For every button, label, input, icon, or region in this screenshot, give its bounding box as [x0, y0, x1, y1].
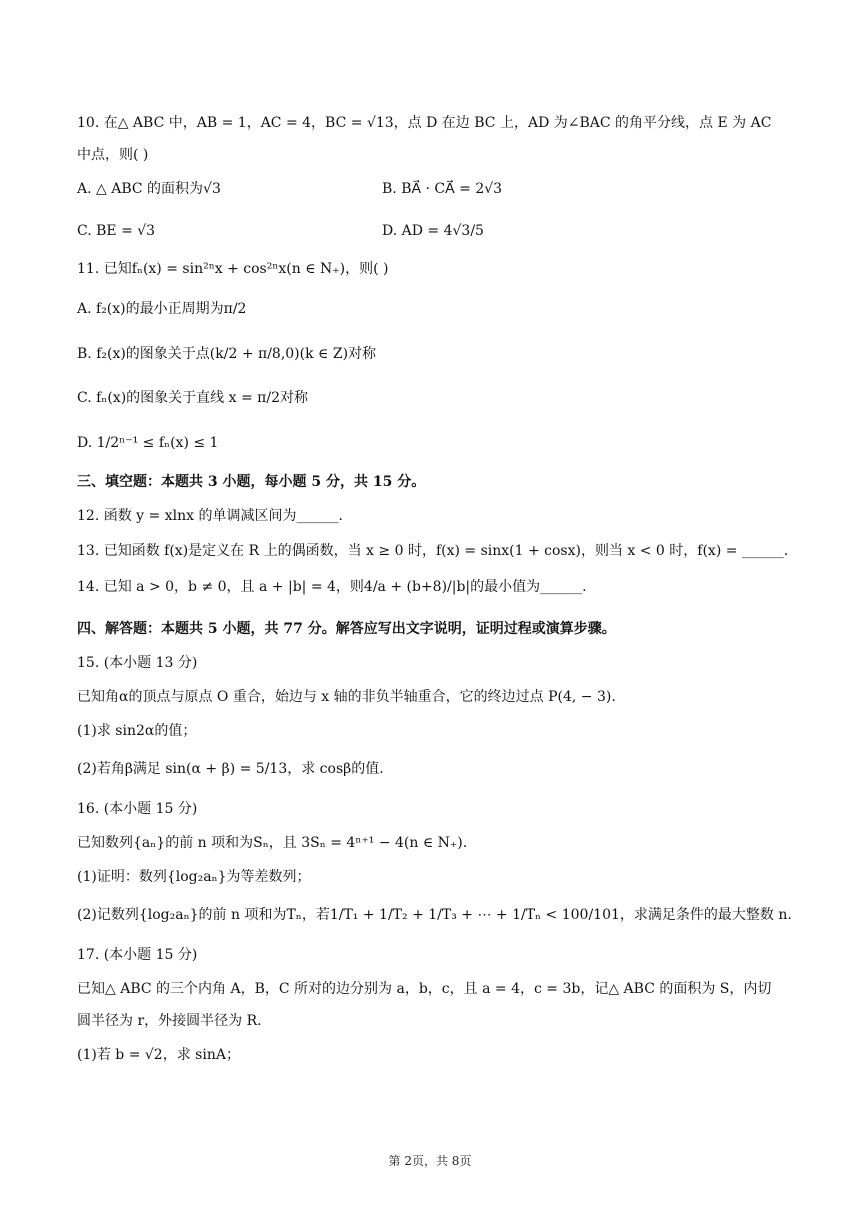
q10-option-d: D. AD = 4√3/5: [382, 223, 484, 239]
q10-stem-cont: 中点，则( ): [77, 147, 149, 163]
q17-heading: 17. (本小题 15 分): [77, 947, 198, 963]
q10-stem: 10. 在△ ABC 中，AB = 1，AC = 4，BC = √13，点 D 在边 BC 上，AD 为∠BAC 的角平分线，点 E 为 AC: [77, 115, 772, 131]
q15-part-1: (1)求 sin2α的值；: [77, 723, 197, 739]
q11-option-a: A. f₂(x)的最小正周期为π/2: [77, 301, 247, 317]
q17-stem-cont: 圆半径为 r，外接圆半径为 R.: [77, 1013, 262, 1029]
q10-option-c: C. BE = √3: [77, 223, 156, 239]
section-4-heading: 四、解答题：本题共 5 小题，共 77 分。解答应写出文字说明，证明过程或演算步骤。: [77, 621, 616, 637]
question-13: 13. 已知函数 f(x)是定义在 R 上的偶函数，当 x ≥ 0 时，f(x) = sinx(1 + cosx)，则当 x < 0 时，f(x) = ______.: [77, 543, 789, 559]
q11-option-c: C. fₙ(x)的图象关于直线 x = π/2对称: [77, 390, 308, 406]
q17-part-1: (1)若 b = √2，求 sinA；: [77, 1047, 240, 1063]
q11-stem: 11. 已知fₙ(x) = sin²ⁿx + cos²ⁿx(n ∈ N₊)，则( ): [77, 261, 389, 277]
q15-heading: 15. (本小题 13 分): [77, 655, 198, 671]
q11-option-b: B. f₂(x)的图象关于点(k/2 + π/8,0)(k ∈ Z)对称: [77, 346, 377, 362]
q16-heading: 16. (本小题 15 分): [77, 801, 198, 817]
q16-part-2: (2)记数列{log₂aₙ}的前 n 项和为Tₙ，若1/T₁ + 1/T₂ + 1/T₃ + ⋯ + 1/Tₙ < 100/101，求满足条件的最大整数 n.: [77, 907, 792, 923]
q10-option-b: B. BA⃗ · CA⃗ = 2√3: [382, 181, 503, 197]
q11-option-d: D. 1/2ⁿ⁻¹ ≤ fₙ(x) ≤ 1: [77, 435, 219, 451]
page-footer: 第 2页，共 8页: [388, 1154, 472, 1168]
q17-stem: 已知△ ABC 的三个内角 A，B，C 所对的边分别为 a，b，c，且 a = 4，c = 3b，记△ ABC 的面积为 S，内切: [77, 981, 772, 997]
question-12: 12. 函数 y = xlnx 的单调减区间为______.: [77, 508, 343, 524]
q15-part-2: (2)若角β满足 sin(α + β) = 5/13，求 cosβ的值.: [77, 761, 384, 777]
question-14: 14. 已知 a > 0，b ≠ 0，且 a + |b| = 4，则4/a + (b+8)/|b|的最小值为______.: [77, 579, 587, 595]
q15-stem: 已知角α的顶点与原点 O 重合，始边与 x 轴的非负半轴重合，它的终边过点 P(4, − 3).: [77, 689, 616, 705]
q16-part-1: (1)证明：数列{log₂aₙ}为等差数列；: [77, 869, 311, 885]
section-3-heading: 三、填空题：本题共 3 小题，每小题 5 分，共 15 分。: [77, 474, 426, 490]
q10-option-a: A. △ ABC 的面积为√3: [77, 181, 221, 197]
q16-stem: 已知数列{aₙ}的前 n 项和为Sₙ，且 3Sₙ = 4ⁿ⁺¹ − 4(n ∈ N₊).: [77, 835, 468, 851]
